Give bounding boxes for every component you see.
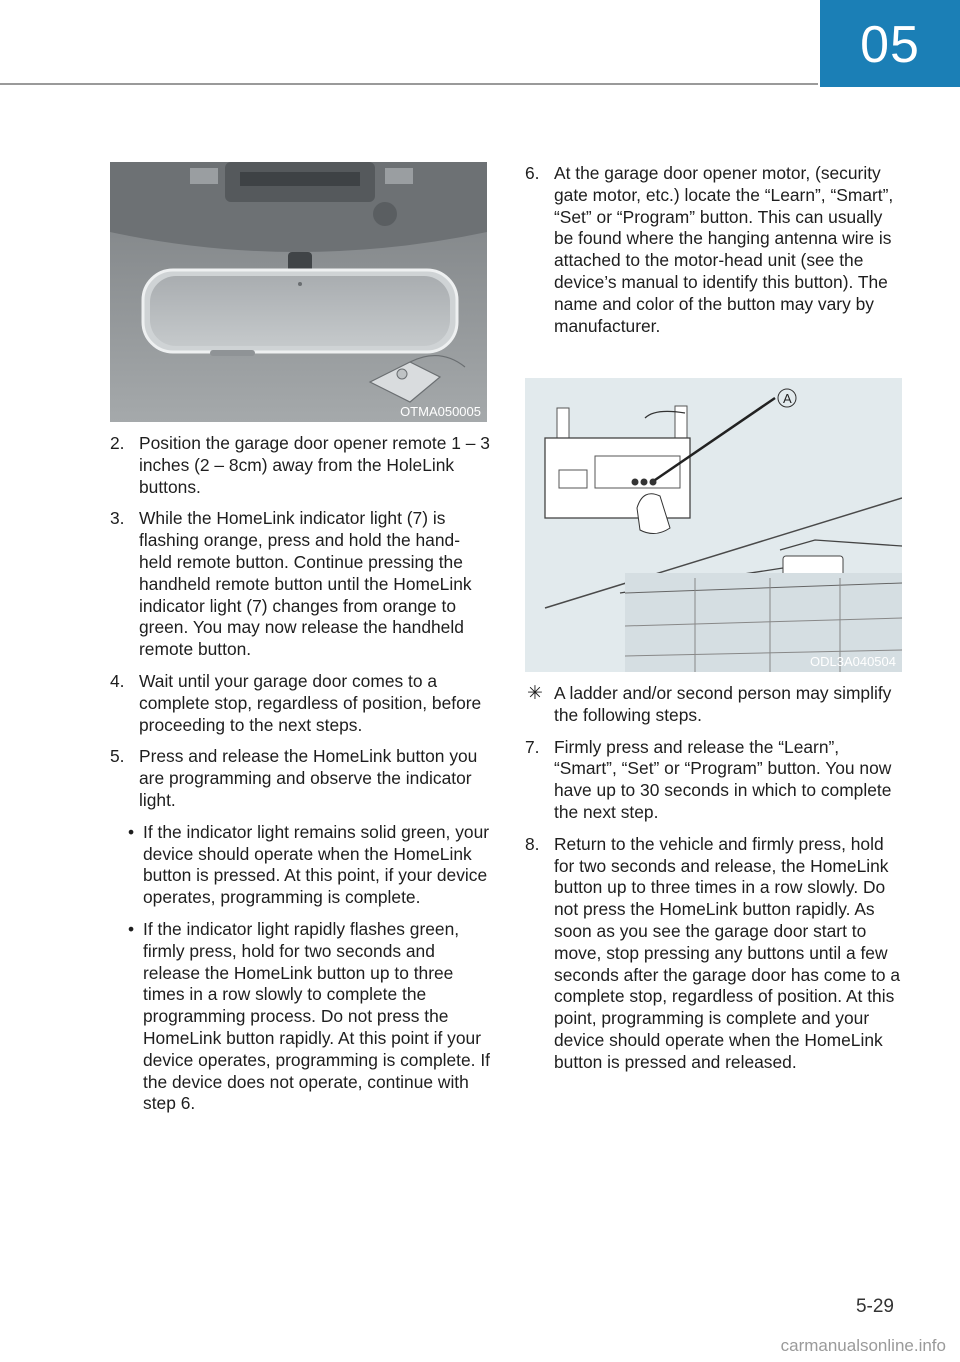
step-4 [110, 671, 492, 736]
step-6-number: 6. [525, 163, 540, 183]
step-3 [110, 508, 492, 661]
header-rule [0, 83, 818, 85]
mirror-illustration [110, 162, 487, 422]
bullet-flashing-green-text: If the indicator light rapidly flashes green, firmly press, hold for two seconds and release the HomeLink button up to three times in a row slowly to complete the programming process. Do not press the HomeLink button rapidly. At this point if your device operates, programming is complete. If the device does not operate, continue with step 6. [143, 918, 491, 1114]
opener-figure-code: ODL3A040504 [809, 654, 896, 669]
chapter-tab: 05 [820, 0, 960, 87]
bullet-mark: • [128, 918, 135, 939]
ladder-note-text: A ladder and/or second person may simplify the following steps. [554, 683, 892, 725]
step-8 [525, 834, 905, 1074]
step-7-text: Firmly press and release the “Learn”, “Smart”, “Set” or “Program” button. You now have up to 30 seconds in which to complete the next step. [554, 736, 892, 822]
step-6-text: At the garage door opener motor, (security gate motor, etc.) locate the “Learn”, “Smart”, “Set” or “Program” button. This can usually be found where the hanging antenna wire is attached to the motor-head unit (see the device’s manual to identify this button). The name and color of the button may vary by manufacturer. [554, 163, 894, 336]
bullet-mark: • [128, 821, 135, 842]
page-number: 5-29 [855, 1296, 894, 1317]
step-8-text: Return to the vehicle and firmly press, hold for two seconds and release, the HomeLink button up to three times in a row slowly. Do not press the HomeLink button rapidly. As soon as you see the garage door start to move, stop pressing any buttons until a few seconds after the garage door has come to a complete stop, regardless of position. At this point, programming is complete and your device should operate when the HomeLink button is pressed and released. [554, 833, 901, 1072]
mirror-figure [110, 162, 487, 422]
note-star-icon: ✳ [527, 683, 543, 704]
mirror-figure-code: OTMA050005 [400, 404, 481, 419]
bullet-solid-green-text: If the indicator light remains solid green, your device should operate when the HomeLink button is pressed. At this point, if your device operates, programming is complete. [143, 821, 490, 908]
step-3-number: 3. [110, 508, 125, 529]
bullet-solid-green [128, 822, 492, 909]
step-2-number: 2. [110, 433, 125, 453]
step-4-text: Wait until your garage door comes to a complete stop, regardless of position, before proceeding to the next steps. [139, 670, 482, 735]
right-column-top [525, 163, 905, 347]
left-column [110, 433, 492, 1125]
step-3-text: While the HomeLink indicator light (7) is flashing orange, press and hold the hand-held remote button. Continue pressing the handheld remote button until the HomeLink indicator light (7) changes from orange to green. You may now release the handheld remote button. [139, 508, 472, 660]
step-5-number: 5. [110, 746, 125, 767]
step-2-text: Position the garage door opener remote 1 – 3 inches (2 – 8cm) away from the HoleLink buttons. [139, 433, 490, 497]
watermark[interactable]: carmanualsonline.info [780, 1336, 946, 1355]
step-5-text: Press and release the HomeLink button you are programming and observe the indicator light. [139, 746, 478, 810]
bullet-flashing-green [128, 919, 492, 1115]
callout-a-label: A [783, 391, 792, 406]
right-column-bottom [525, 683, 905, 1084]
step-4-number: 4. [110, 670, 125, 691]
step-7-number: 7. [525, 736, 540, 757]
step-5 [110, 746, 492, 811]
ladder-note [525, 683, 905, 727]
step-2 [110, 433, 492, 498]
step-7 [525, 737, 905, 824]
step-6 [525, 163, 905, 337]
opener-illustration [525, 378, 902, 672]
opener-figure [525, 378, 902, 672]
step-8-number: 8. [525, 833, 540, 854]
